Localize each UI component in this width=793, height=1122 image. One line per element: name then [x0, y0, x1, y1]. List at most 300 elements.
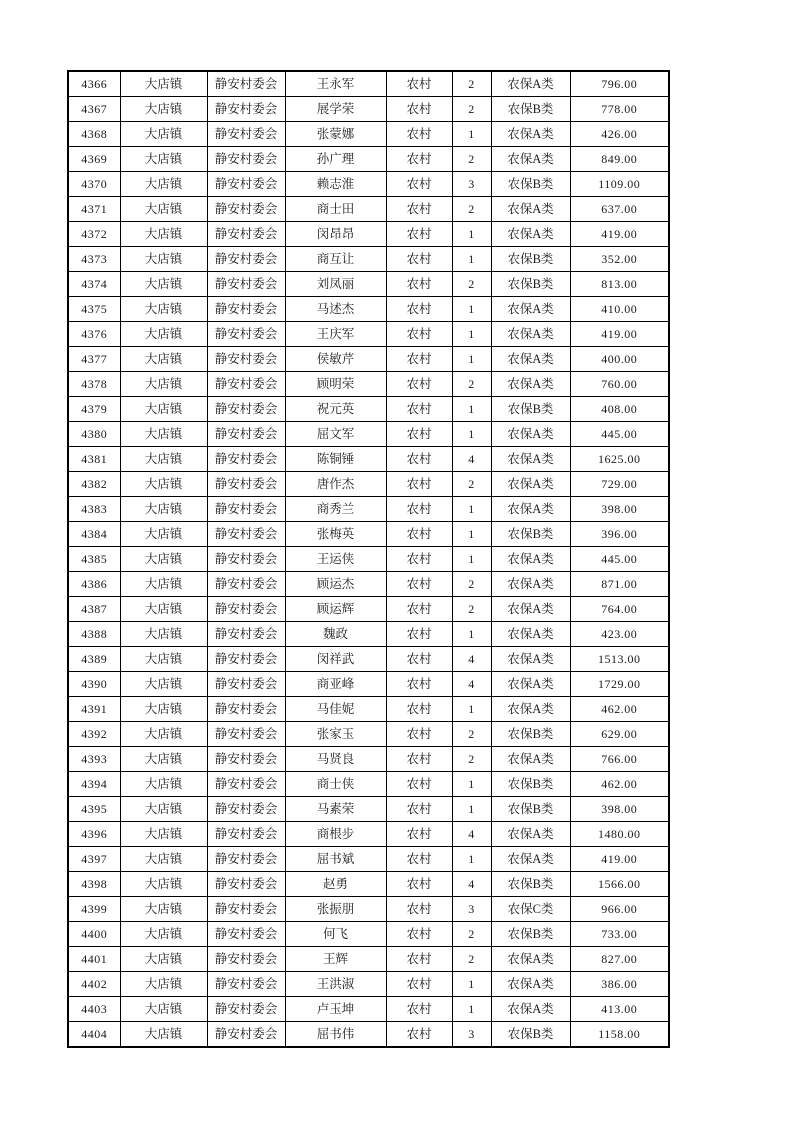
cell-village-committee: 静安村委会	[207, 947, 285, 972]
cell-serial-number: 4384	[68, 522, 120, 547]
cell-insurance-category: 农保A类	[491, 747, 570, 772]
cell-person-count: 1	[452, 397, 491, 422]
cell-amount: 1480.00	[570, 822, 669, 847]
cell-serial-number: 4381	[68, 447, 120, 472]
cell-person-count: 2	[452, 947, 491, 972]
table-row	[68, 1022, 669, 1048]
cell-person-count: 2	[452, 722, 491, 747]
cell-person-count: 1	[452, 697, 491, 722]
cell-village-committee: 静安村委会	[207, 172, 285, 197]
cell-residence-type: 农村	[386, 222, 452, 247]
cell-insurance-category: 农保A类	[491, 972, 570, 997]
cell-village-committee: 静安村委会	[207, 497, 285, 522]
cell-village-committee: 静安村委会	[207, 722, 285, 747]
cell-amount: 760.00	[570, 372, 669, 397]
cell-person-name: 商士田	[285, 197, 386, 222]
cell-residence-type: 农村	[386, 747, 452, 772]
cell-village-committee: 静安村委会	[207, 322, 285, 347]
cell-person-name: 闵祥武	[285, 647, 386, 672]
cell-insurance-category: 农保B类	[491, 722, 570, 747]
cell-village-committee: 静安村委会	[207, 272, 285, 297]
cell-amount: 423.00	[570, 622, 669, 647]
cell-person-count: 2	[452, 747, 491, 772]
cell-person-count: 4	[452, 647, 491, 672]
cell-village-committee: 静安村委会	[207, 197, 285, 222]
table-row	[68, 272, 669, 297]
cell-serial-number: 4366	[68, 71, 120, 97]
cell-person-name: 王永军	[285, 71, 386, 97]
cell-person-name: 王庆军	[285, 322, 386, 347]
table-row	[68, 222, 669, 247]
cell-town: 大店镇	[120, 747, 207, 772]
cell-residence-type: 农村	[386, 272, 452, 297]
cell-insurance-category: 农保B类	[491, 247, 570, 272]
cell-residence-type: 农村	[386, 872, 452, 897]
cell-person-count: 4	[452, 822, 491, 847]
cell-person-count: 2	[452, 572, 491, 597]
cell-person-name: 侯敏芹	[285, 347, 386, 372]
cell-insurance-category: 农保B类	[491, 922, 570, 947]
cell-town: 大店镇	[120, 397, 207, 422]
table-row	[68, 697, 669, 722]
cell-insurance-category: 农保A类	[491, 597, 570, 622]
cell-person-count: 1	[452, 547, 491, 572]
cell-town: 大店镇	[120, 71, 207, 97]
cell-serial-number: 4372	[68, 222, 120, 247]
cell-town: 大店镇	[120, 347, 207, 372]
cell-town: 大店镇	[120, 972, 207, 997]
cell-insurance-category: 农保A类	[491, 672, 570, 697]
cell-serial-number: 4368	[68, 122, 120, 147]
cell-person-count: 1	[452, 772, 491, 797]
cell-town: 大店镇	[120, 422, 207, 447]
cell-village-committee: 静安村委会	[207, 622, 285, 647]
table-row	[68, 772, 669, 797]
cell-amount: 413.00	[570, 997, 669, 1022]
table-row	[68, 922, 669, 947]
cell-serial-number: 4374	[68, 272, 120, 297]
cell-person-name: 屈文军	[285, 422, 386, 447]
table-row	[68, 122, 669, 147]
cell-village-committee: 静安村委会	[207, 797, 285, 822]
table-row	[68, 447, 669, 472]
cell-amount: 637.00	[570, 197, 669, 222]
cell-insurance-category: 农保B类	[491, 797, 570, 822]
cell-insurance-category: 农保B类	[491, 397, 570, 422]
cell-amount: 410.00	[570, 297, 669, 322]
cell-village-committee: 静安村委会	[207, 397, 285, 422]
cell-town: 大店镇	[120, 822, 207, 847]
cell-insurance-category: 农保B类	[491, 172, 570, 197]
cell-village-committee: 静安村委会	[207, 872, 285, 897]
cell-person-count: 2	[452, 922, 491, 947]
cell-amount: 1566.00	[570, 872, 669, 897]
cell-insurance-category: 农保B类	[491, 522, 570, 547]
table-row	[68, 522, 669, 547]
cell-amount: 1158.00	[570, 1022, 669, 1048]
table-row	[68, 572, 669, 597]
table-row	[68, 597, 669, 622]
cell-village-committee: 静安村委会	[207, 147, 285, 172]
cell-amount: 398.00	[570, 497, 669, 522]
cell-town: 大店镇	[120, 122, 207, 147]
cell-village-committee: 静安村委会	[207, 697, 285, 722]
cell-village-committee: 静安村委会	[207, 647, 285, 672]
cell-insurance-category: 农保A类	[491, 572, 570, 597]
cell-serial-number: 4396	[68, 822, 120, 847]
cell-amount: 386.00	[570, 972, 669, 997]
cell-person-name: 王运侠	[285, 547, 386, 572]
cell-town: 大店镇	[120, 172, 207, 197]
cell-insurance-category: 农保A类	[491, 547, 570, 572]
cell-person-name: 赵勇	[285, 872, 386, 897]
cell-insurance-category: 农保A类	[491, 422, 570, 447]
cell-person-name: 唐作杰	[285, 472, 386, 497]
cell-village-committee: 静安村委会	[207, 447, 285, 472]
cell-person-name: 刘凤丽	[285, 272, 386, 297]
cell-insurance-category: 农保A类	[491, 347, 570, 372]
table-row	[68, 97, 669, 122]
cell-residence-type: 农村	[386, 97, 452, 122]
table-row	[68, 722, 669, 747]
cell-person-count: 3	[452, 172, 491, 197]
table-row	[68, 71, 669, 97]
cell-person-count: 2	[452, 472, 491, 497]
cell-residence-type: 农村	[386, 897, 452, 922]
cell-town: 大店镇	[120, 922, 207, 947]
cell-amount: 1729.00	[570, 672, 669, 697]
cell-town: 大店镇	[120, 672, 207, 697]
cell-insurance-category: 农保C类	[491, 897, 570, 922]
cell-residence-type: 农村	[386, 472, 452, 497]
table-row	[68, 397, 669, 422]
cell-amount: 408.00	[570, 397, 669, 422]
cell-serial-number: 4389	[68, 647, 120, 672]
cell-village-committee: 静安村委会	[207, 522, 285, 547]
cell-insurance-category: 农保A类	[491, 447, 570, 472]
cell-serial-number: 4392	[68, 722, 120, 747]
cell-person-count: 4	[452, 872, 491, 897]
cell-person-count: 2	[452, 272, 491, 297]
table-row	[68, 872, 669, 897]
cell-serial-number: 4388	[68, 622, 120, 647]
cell-town: 大店镇	[120, 222, 207, 247]
cell-serial-number: 4385	[68, 547, 120, 572]
cell-insurance-category: 农保A类	[491, 847, 570, 872]
cell-residence-type: 农村	[386, 722, 452, 747]
cell-village-committee: 静安村委会	[207, 972, 285, 997]
cell-person-name: 王洪淑	[285, 972, 386, 997]
cell-town: 大店镇	[120, 322, 207, 347]
table-row	[68, 947, 669, 972]
cell-serial-number: 4377	[68, 347, 120, 372]
table-row	[68, 197, 669, 222]
table-row	[68, 997, 669, 1022]
cell-serial-number: 4401	[68, 947, 120, 972]
cell-person-count: 1	[452, 847, 491, 872]
cell-amount: 462.00	[570, 697, 669, 722]
cell-town: 大店镇	[120, 897, 207, 922]
payment-register-table	[67, 70, 670, 1048]
table-row	[68, 372, 669, 397]
cell-person-name: 卢玉坤	[285, 997, 386, 1022]
cell-serial-number: 4398	[68, 872, 120, 897]
table-row	[68, 172, 669, 197]
cell-residence-type: 农村	[386, 522, 452, 547]
cell-person-name: 商士侠	[285, 772, 386, 797]
cell-insurance-category: 农保A类	[491, 147, 570, 172]
cell-village-committee: 静安村委会	[207, 122, 285, 147]
table-row	[68, 622, 669, 647]
cell-serial-number: 4375	[68, 297, 120, 322]
cell-serial-number: 4403	[68, 997, 120, 1022]
cell-village-committee: 静安村委会	[207, 1022, 285, 1048]
cell-village-committee: 静安村委会	[207, 71, 285, 97]
cell-person-count: 4	[452, 447, 491, 472]
cell-person-name: 顾运杰	[285, 572, 386, 597]
cell-insurance-category: 农保A类	[491, 647, 570, 672]
cell-serial-number: 4393	[68, 747, 120, 772]
cell-town: 大店镇	[120, 872, 207, 897]
cell-residence-type: 农村	[386, 1022, 452, 1048]
cell-amount: 629.00	[570, 722, 669, 747]
cell-town: 大店镇	[120, 197, 207, 222]
cell-serial-number: 4386	[68, 572, 120, 597]
cell-person-count: 1	[452, 247, 491, 272]
cell-insurance-category: 农保A类	[491, 822, 570, 847]
table-row	[68, 647, 669, 672]
cell-amount: 729.00	[570, 472, 669, 497]
cell-person-count: 2	[452, 372, 491, 397]
cell-village-committee: 静安村委会	[207, 997, 285, 1022]
table-row	[68, 422, 669, 447]
cell-village-committee: 静安村委会	[207, 422, 285, 447]
cell-village-committee: 静安村委会	[207, 547, 285, 572]
cell-person-name: 马佳妮	[285, 697, 386, 722]
cell-town: 大店镇	[120, 272, 207, 297]
cell-town: 大店镇	[120, 572, 207, 597]
cell-amount: 419.00	[570, 222, 669, 247]
cell-village-committee: 静安村委会	[207, 297, 285, 322]
cell-residence-type: 农村	[386, 322, 452, 347]
table-row	[68, 797, 669, 822]
table-row	[68, 747, 669, 772]
cell-insurance-category: 农保A类	[491, 947, 570, 972]
cell-person-name: 张蒙娜	[285, 122, 386, 147]
cell-town: 大店镇	[120, 597, 207, 622]
cell-village-committee: 静安村委会	[207, 922, 285, 947]
cell-residence-type: 农村	[386, 397, 452, 422]
cell-person-count: 1	[452, 297, 491, 322]
table-row	[68, 672, 669, 697]
cell-town: 大店镇	[120, 547, 207, 572]
cell-person-name: 张梅英	[285, 522, 386, 547]
cell-residence-type: 农村	[386, 122, 452, 147]
cell-person-name: 孙广理	[285, 147, 386, 172]
cell-residence-type: 农村	[386, 247, 452, 272]
cell-residence-type: 农村	[386, 197, 452, 222]
cell-serial-number: 4367	[68, 97, 120, 122]
cell-town: 大店镇	[120, 447, 207, 472]
cell-amount: 733.00	[570, 922, 669, 947]
cell-insurance-category: 农保A类	[491, 472, 570, 497]
table-row	[68, 472, 669, 497]
cell-serial-number: 4395	[68, 797, 120, 822]
cell-village-committee: 静安村委会	[207, 572, 285, 597]
table-row	[68, 347, 669, 372]
cell-amount: 419.00	[570, 847, 669, 872]
cell-person-name: 商秀兰	[285, 497, 386, 522]
cell-town: 大店镇	[120, 797, 207, 822]
cell-insurance-category: 农保A类	[491, 622, 570, 647]
cell-residence-type: 农村	[386, 697, 452, 722]
table-row	[68, 822, 669, 847]
cell-amount: 462.00	[570, 772, 669, 797]
cell-person-name: 马素荣	[285, 797, 386, 822]
cell-amount: 1513.00	[570, 647, 669, 672]
cell-town: 大店镇	[120, 997, 207, 1022]
cell-amount: 766.00	[570, 747, 669, 772]
table-row	[68, 972, 669, 997]
cell-insurance-category: 农保A类	[491, 222, 570, 247]
cell-serial-number: 4400	[68, 922, 120, 947]
cell-residence-type: 农村	[386, 347, 452, 372]
cell-town: 大店镇	[120, 147, 207, 172]
cell-amount: 813.00	[570, 272, 669, 297]
cell-person-name: 魏政	[285, 622, 386, 647]
cell-residence-type: 农村	[386, 597, 452, 622]
cell-amount: 396.00	[570, 522, 669, 547]
cell-insurance-category: 农保B类	[491, 772, 570, 797]
cell-town: 大店镇	[120, 97, 207, 122]
cell-person-name: 赖志淮	[285, 172, 386, 197]
cell-serial-number: 4369	[68, 147, 120, 172]
cell-residence-type: 农村	[386, 147, 452, 172]
cell-village-committee: 静安村委会	[207, 747, 285, 772]
cell-insurance-category: 农保A类	[491, 197, 570, 222]
cell-village-committee: 静安村委会	[207, 97, 285, 122]
cell-serial-number: 4380	[68, 422, 120, 447]
cell-person-count: 1	[452, 497, 491, 522]
cell-person-count: 2	[452, 197, 491, 222]
cell-village-committee: 静安村委会	[207, 222, 285, 247]
cell-serial-number: 4404	[68, 1022, 120, 1048]
cell-amount: 796.00	[570, 71, 669, 97]
cell-amount: 966.00	[570, 897, 669, 922]
cell-person-name: 屈书斌	[285, 847, 386, 872]
cell-residence-type: 农村	[386, 647, 452, 672]
cell-residence-type: 农村	[386, 447, 452, 472]
table-row	[68, 147, 669, 172]
cell-insurance-category: 农保A类	[491, 322, 570, 347]
cell-insurance-category: 农保A类	[491, 697, 570, 722]
cell-village-committee: 静安村委会	[207, 247, 285, 272]
cell-amount: 1109.00	[570, 172, 669, 197]
cell-amount: 778.00	[570, 97, 669, 122]
cell-village-committee: 静安村委会	[207, 372, 285, 397]
cell-residence-type: 农村	[386, 847, 452, 872]
cell-person-name: 张振朋	[285, 897, 386, 922]
cell-residence-type: 农村	[386, 71, 452, 97]
cell-person-count: 2	[452, 97, 491, 122]
table-row	[68, 897, 669, 922]
cell-town: 大店镇	[120, 247, 207, 272]
cell-person-name: 顾运辉	[285, 597, 386, 622]
cell-person-name: 何飞	[285, 922, 386, 947]
cell-insurance-category: 农保A类	[491, 497, 570, 522]
cell-town: 大店镇	[120, 372, 207, 397]
cell-residence-type: 农村	[386, 672, 452, 697]
cell-serial-number: 4379	[68, 397, 120, 422]
cell-amount: 400.00	[570, 347, 669, 372]
cell-amount: 398.00	[570, 797, 669, 822]
cell-residence-type: 农村	[386, 372, 452, 397]
cell-residence-type: 农村	[386, 497, 452, 522]
cell-village-committee: 静安村委会	[207, 472, 285, 497]
cell-residence-type: 农村	[386, 572, 452, 597]
cell-person-count: 1	[452, 422, 491, 447]
cell-person-count: 2	[452, 597, 491, 622]
cell-residence-type: 农村	[386, 297, 452, 322]
table-body	[68, 71, 669, 1047]
cell-person-count: 1	[452, 797, 491, 822]
cell-insurance-category: 农保A类	[491, 71, 570, 97]
cell-residence-type: 农村	[386, 547, 452, 572]
cell-person-name: 王辉	[285, 947, 386, 972]
cell-person-name: 商亚峰	[285, 672, 386, 697]
cell-person-count: 3	[452, 1022, 491, 1048]
cell-village-committee: 静安村委会	[207, 597, 285, 622]
cell-person-count: 1	[452, 347, 491, 372]
cell-person-count: 1	[452, 522, 491, 547]
cell-person-count: 1	[452, 622, 491, 647]
cell-village-committee: 静安村委会	[207, 672, 285, 697]
cell-person-count: 1	[452, 322, 491, 347]
cell-serial-number: 4382	[68, 472, 120, 497]
cell-insurance-category: 农保A类	[491, 297, 570, 322]
table-row	[68, 247, 669, 272]
cell-person-name: 马贤良	[285, 747, 386, 772]
cell-village-committee: 静安村委会	[207, 822, 285, 847]
cell-village-committee: 静安村委会	[207, 772, 285, 797]
cell-town: 大店镇	[120, 497, 207, 522]
cell-person-name: 闵昂昂	[285, 222, 386, 247]
cell-amount: 1625.00	[570, 447, 669, 472]
cell-person-count: 1	[452, 222, 491, 247]
cell-serial-number: 4376	[68, 322, 120, 347]
cell-residence-type: 农村	[386, 422, 452, 447]
cell-town: 大店镇	[120, 297, 207, 322]
table-row	[68, 547, 669, 572]
table-row	[68, 497, 669, 522]
cell-person-name: 展学荣	[285, 97, 386, 122]
cell-village-committee: 静安村委会	[207, 847, 285, 872]
cell-insurance-category: 农保B类	[491, 872, 570, 897]
cell-insurance-category: 农保B类	[491, 272, 570, 297]
cell-serial-number: 4394	[68, 772, 120, 797]
cell-insurance-category: 农保A类	[491, 997, 570, 1022]
cell-town: 大店镇	[120, 947, 207, 972]
cell-person-count: 4	[452, 672, 491, 697]
cell-person-name: 祝元英	[285, 397, 386, 422]
cell-insurance-category: 农保B类	[491, 97, 570, 122]
cell-town: 大店镇	[120, 622, 207, 647]
cell-serial-number: 4399	[68, 897, 120, 922]
cell-person-name: 屈书伟	[285, 1022, 386, 1048]
cell-insurance-category: 农保A类	[491, 122, 570, 147]
table-row	[68, 847, 669, 872]
cell-serial-number: 4387	[68, 597, 120, 622]
